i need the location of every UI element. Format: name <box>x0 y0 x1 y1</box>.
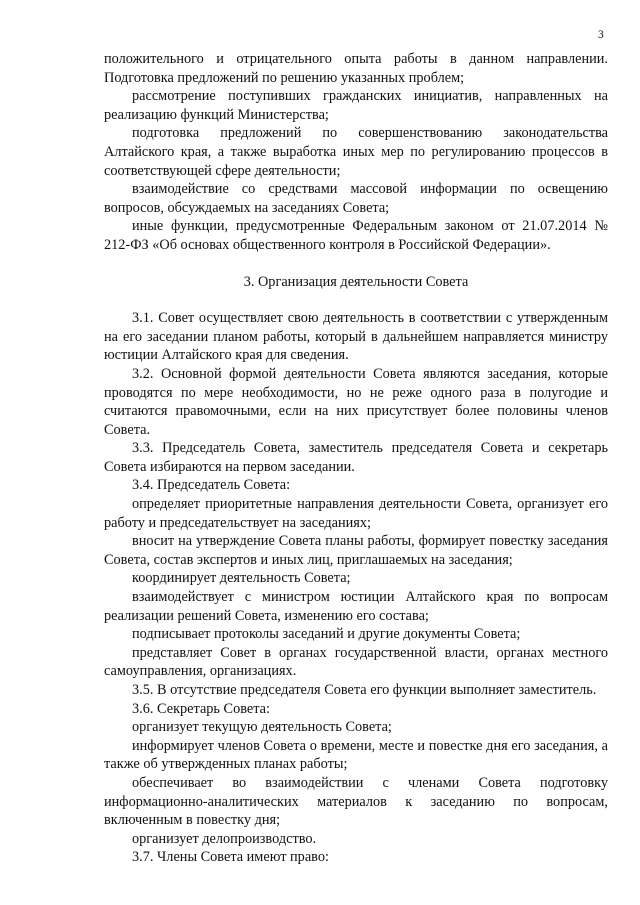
paragraph: определяет приоритетные направления деятельности Совета, организует его работу и председательствует на заседаниях; <box>104 496 608 531</box>
paragraph: координирует деятельность Совета; <box>132 570 351 587</box>
paragraph: представляет Совет в органах государственной власти, органах местного самоуправления, организациях. <box>104 644 608 680</box>
paragraph: вносит на утверждение Совета планы работы, формирует повестку заседания Совета, состав экспертов и иных лиц, приглашаемых на заседания; <box>104 533 608 568</box>
paragraph: 3.1. Совет осуществляет свою деятельность в соответствии с утвержденным на его заседании планом работы, который в дальнейшем направляется министру юстиции Алтайского края для сведения. <box>104 310 608 364</box>
paragraph: рассмотрение поступивших гражданских инициатив, направленных на реализацию функций Министерства; <box>104 88 608 123</box>
paragraph: информирует членов Совета о времени, месте и повестке дня его заседания, а также об утвержденных планах работы; <box>104 737 608 773</box>
section-heading: 3. Организация деятельности Совета <box>243 273 469 290</box>
paragraph: организует делопроизводство. <box>132 830 317 847</box>
paragraph: 3.3. Председатель Совета, заместитель председателя Совета и секретарь Совета избираются на первом заседании. <box>104 440 608 475</box>
paragraph: 3.6. Секретарь Совета: <box>132 700 270 717</box>
paragraph: 3.4. Председатель Совета: <box>132 477 291 494</box>
paragraph: обеспечивает во взаимодействии с членами Совета подготовку информационно-аналитических материалов к заседанию по вопросам, включенным в повестку дня; <box>104 774 608 829</box>
paragraph: положительного и отрицательного опыта работы в данном направлении. Подготовка предложений по решению указанных проблем; <box>104 51 608 86</box>
paragraph: иные функции, предусмотренные Федеральным законом от 21.07.2014 № 212-ФЗ «Об основах общественного контроля в Российской Федерации». <box>104 218 608 253</box>
paragraph: 3.2. Основной формой деятельности Совета являются заседания, которые проводятся по мере необходимости, но не реже одного раза в полугодие и считаются правомочными, если на них присутствует более половины членов Совета. <box>104 365 608 438</box>
paragraph: взаимодействует с министром юстиции Алтайского края по вопросам реализации решений Совета, изменению его состава; <box>104 589 608 624</box>
paragraph: 3.5. В отсутствие председателя Совета его функции выполняет заместитель. <box>132 682 597 698</box>
paragraph: взаимодействие со средствами массовой информации по освещению вопросов, обсуждаемых на заседаниях Совета; <box>104 181 608 216</box>
document-body <box>104 50 608 867</box>
paragraph: 3.7. Члены Совета имеют право: <box>132 849 329 866</box>
paragraph: подписывает протоколы заседаний и другие документы Совета; <box>132 626 521 643</box>
page-number: 3 <box>598 29 604 41</box>
paragraph: подготовка предложений по совершенствованию законодательства Алтайского края, а также выработка иных мер по регулированию процессов в соответствующей сфере деятельности; <box>104 125 608 179</box>
paragraph: организует текущую деятельность Совета; <box>132 719 392 736</box>
